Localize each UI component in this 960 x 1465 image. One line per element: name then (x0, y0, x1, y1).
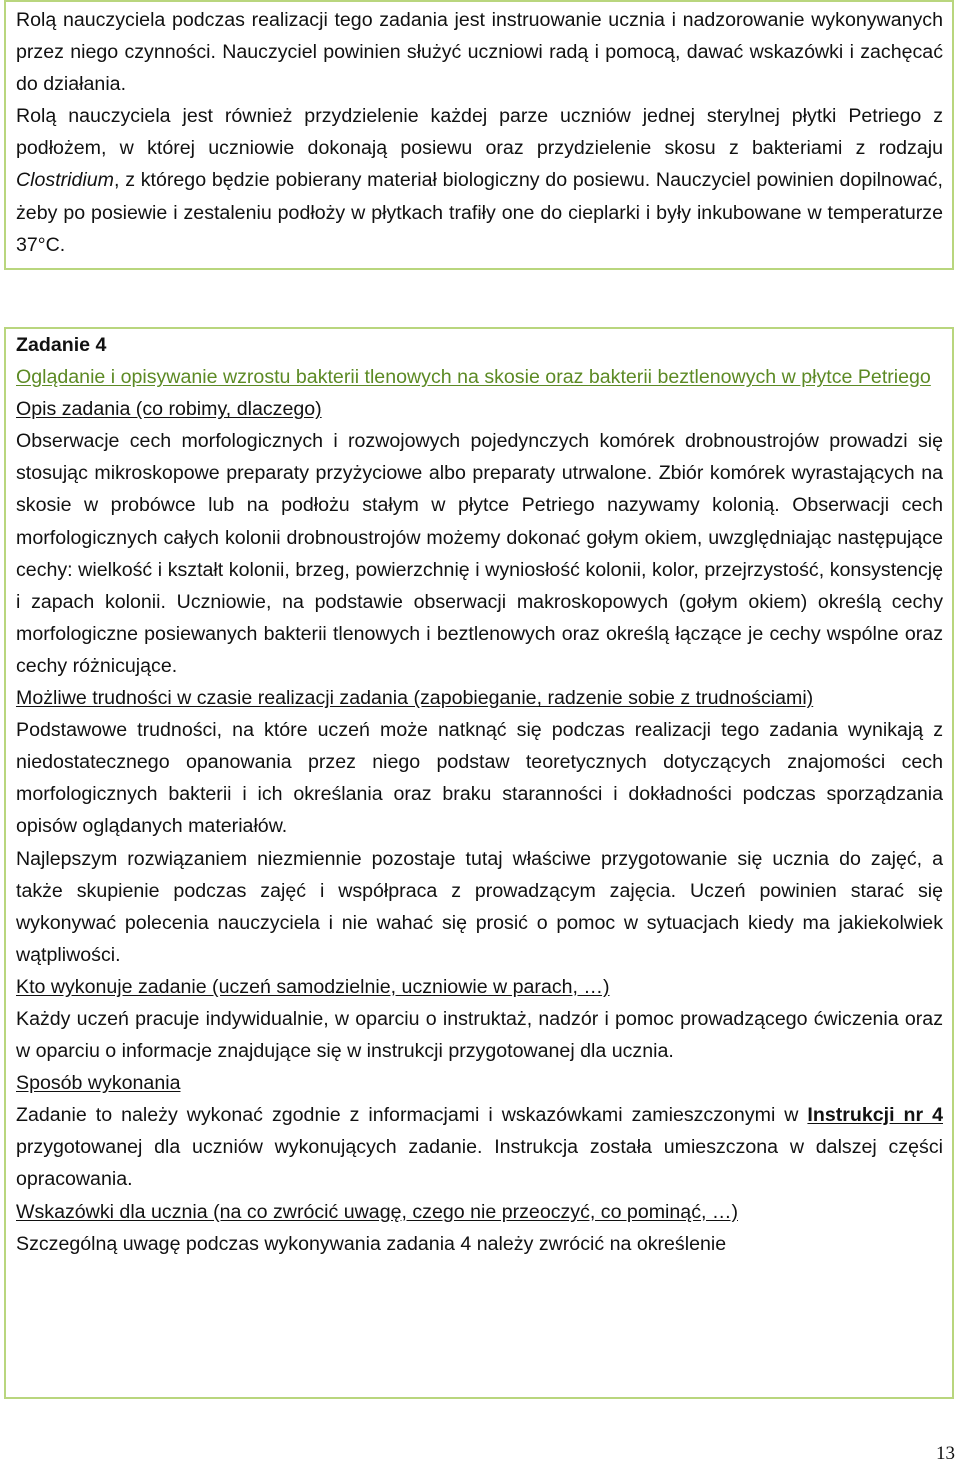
teacher-role-content (6, 2, 952, 261)
hints-heading: Wskazówki dla ucznia (na co zwrócić uwagę, czego nie przeoczyć, co pominąć, …) (16, 1200, 738, 1223)
description-text: Obserwacje cech morfologicznych i rozwojowych pojedynczych komórek drobnoustrojów prowadzi się stosując mikroskopowe preparaty przyżyciowe albo preparaty utrwalone. Zbiór komórek wyrastających na skosie w probówce lub na podłożu stałym w płytce Petriego nazywamy kolonią. Obserwacji cech morfologicznych całych kolonii drobnoustrojów możemy dokonać gołym okiem, uwzględniając następujące cechy: wielkość i kształt kolonii, brzeg, powierzchnię i wyniosłość kolonii, kolor, przejrzystość, konsystencję i zapach kolonii. Uczniowie, na podstawie obserwacji makroskopowych (gołym okiem) określą cechy morfologiczne posiewanych bakterii tlenowych i beztlenowych oraz określą łączące je cechy wspólne oraz cechy różnicujące. (16, 430, 943, 677)
description-heading: Opis zadania (co robimy, dlaczego) (16, 398, 322, 421)
difficulties-text-1: Podstawowe trudności, na które uczeń może natknąć się podczas realizacji tego zadania wynikają z niedostatecznego opanowania przez niego podstaw teoretycznych dotyczących znajomości cech morfologicznych bakterii i ich określania oraz braku staranności i dokładności podczas sporządzania opisów oglądanych materiałów. (16, 719, 943, 838)
task-title: Oglądanie i opisywanie wzrostu bakterii tlenowych na skosie oraz bakterii beztlenowych w płytce Petriego (16, 366, 931, 389)
who-heading: Kto wykonuje zadanie (uczeń samodzielnie, uczniowie w parach, …) (16, 975, 610, 998)
teacher-role-paragraph-2 (16, 100, 943, 260)
hints-text: Szczególną uwagę podczas wykonywania zadania 4 należy zwrócić na określenie (16, 1232, 727, 1255)
teacher-role-paragraph-2-start: Rolą nauczyciela jest również przydzielenie każdej parze uczniów jednej sterylnej płytki Petriego z podłożem, w której uczniowie dokonają posiewu oraz przydzielenie skosu z bakteriami z rodzaju (16, 105, 943, 160)
method-text-end: przygotowanej dla uczniów wykonujących zadanie. Instrukcja została umieszczona w dalszej części opracowania. (16, 1136, 943, 1191)
clostridium-term: Clostridium (16, 169, 114, 192)
task-4-section (4, 327, 954, 1399)
difficulties-heading: Możliwe trudności w czasie realizacji zadania (zapobieganie, radzenie sobie z trudnościami) (16, 687, 814, 710)
page-number: 13 (936, 1443, 955, 1464)
method-text (16, 1099, 943, 1195)
instruction-4-reference: Instrukcji nr 4 (807, 1104, 943, 1127)
task-number-heading: Zadanie 4 (16, 334, 107, 356)
difficulties-text-2: Najlepszym rozwiązaniem niezmiennie pozostaje tutaj właściwe przygotowanie się ucznia do zajęć, a także skupienie podczas zajęć i współpraca z prowadzącym zajęcia. Uczeń powinien starać się wykonywać polecenia nauczyciela i nie wahać się prosić o pomoc w sytuacjach kiedy ma jakiekolwiek wątpliwości. (16, 847, 943, 966)
method-text-start: Zadanie to należy wykonać zgodnie z informacjami i wskazówkami zamieszczonymi w (16, 1104, 808, 1127)
teacher-role-paragraph-2-end: , z którego będzie pobierany materiał biologiczny do posiewu. Nauczyciel powinien dopilnować, żeby po posiewie i zestaleniu podłoży w płytkach trafiły one do cieplarki i były inkubowane w temperaturze 37°C. (16, 169, 943, 256)
who-text: Każdy uczeń pracuje indywidualnie, w oparciu o instruktaż, nadzór i pomoc prowadzącego ćwiczenia oraz w oparciu o informacje znajdujące się w instrukcji przygotowanej dla ucznia. (16, 1007, 943, 1063)
teacher-role-paragraph-1: Rolą nauczyciela podczas realizacji tego zadania jest instruowanie ucznia i nadzorowanie wykonywanych przez niego czynności. Nauczyciel powinien służyć uczniowi radą i pomocą, dawać wskazówki i zachęcać do działania. (16, 9, 943, 96)
method-heading: Sposób wykonania (16, 1072, 181, 1095)
task-4-content (6, 329, 952, 1260)
teacher-role-section (4, 0, 954, 270)
